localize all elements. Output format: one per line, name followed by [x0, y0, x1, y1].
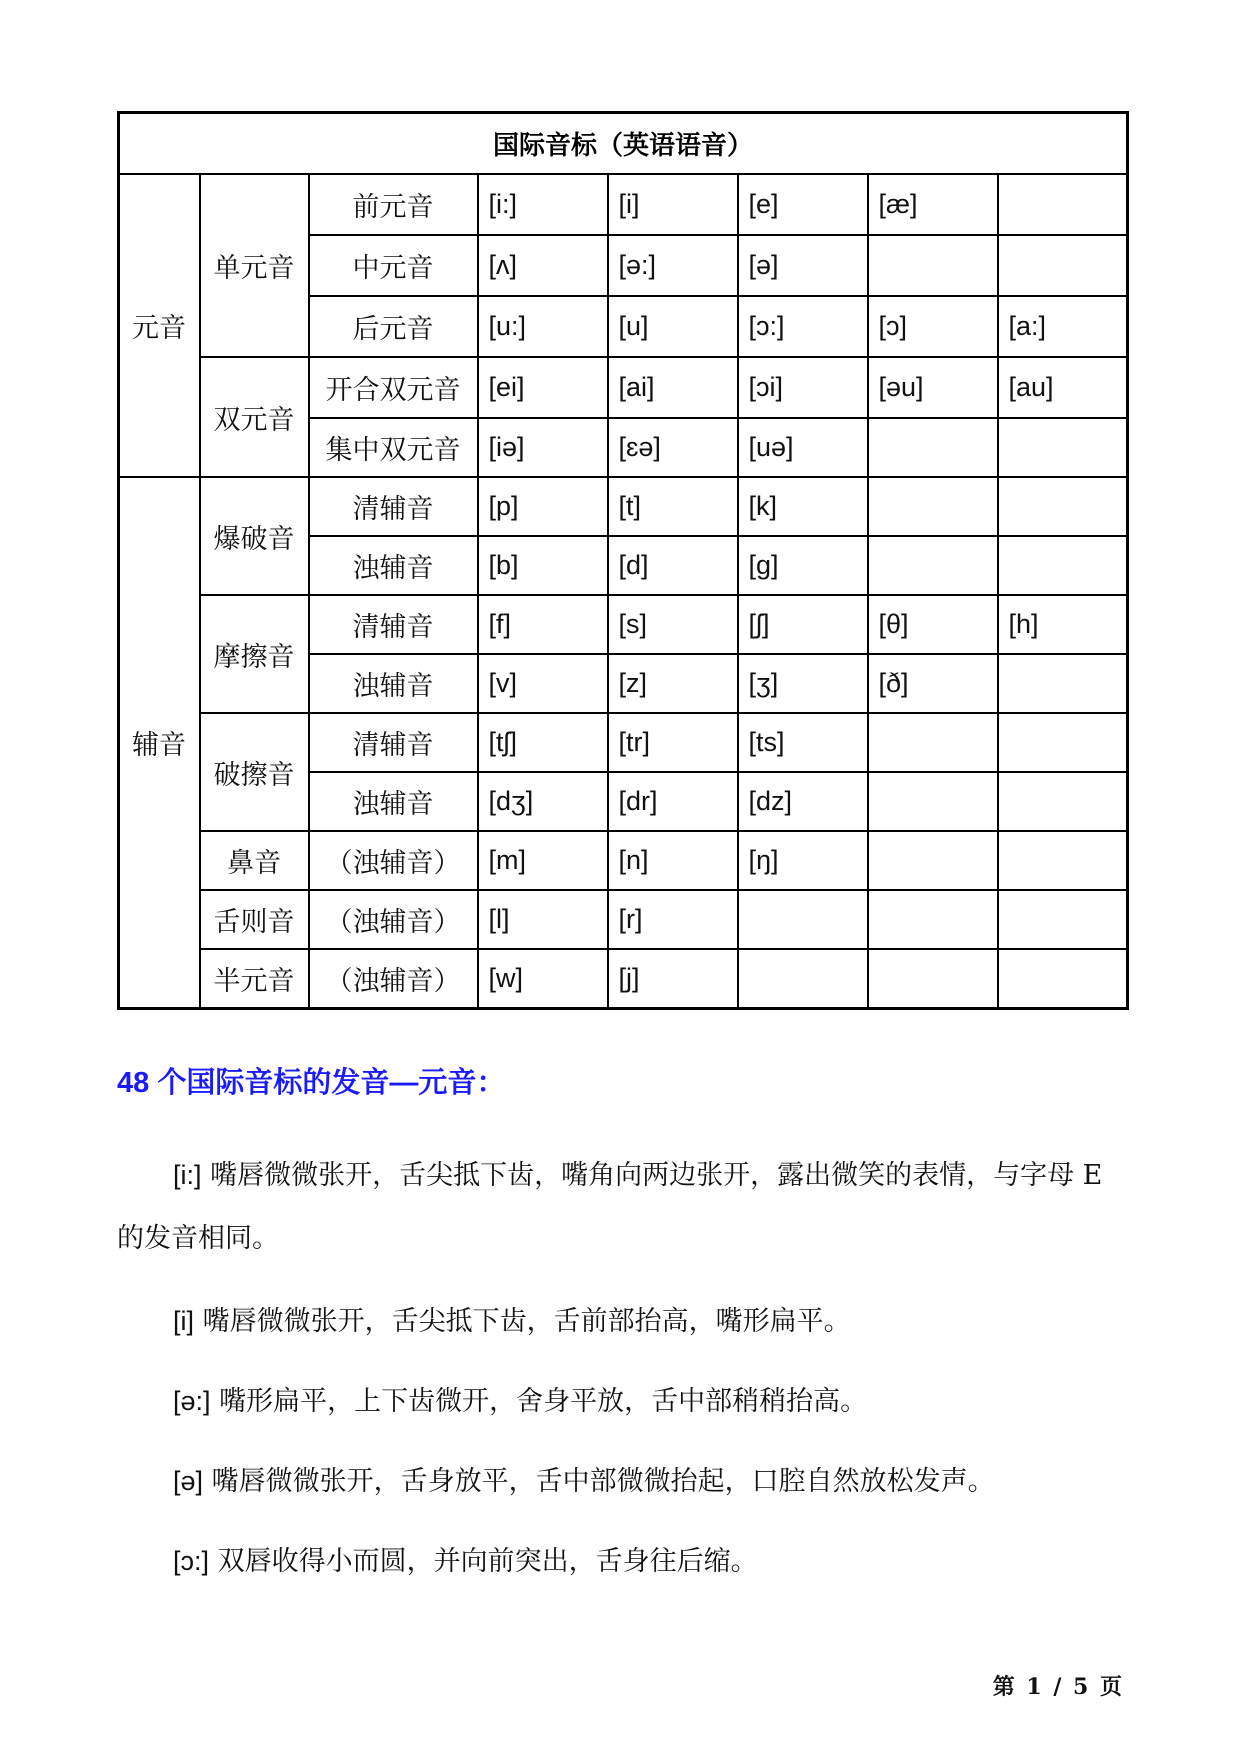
symbol-cell: [ə:] — [608, 235, 738, 296]
symbol-cell — [998, 654, 1128, 713]
paragraph-symbol: [ə] — [173, 1466, 204, 1496]
symbol-cell: [ð] — [868, 654, 998, 713]
type-cell: （浊辅音） — [309, 831, 478, 890]
table-row — [119, 595, 1128, 654]
symbol-cell: [uə] — [738, 418, 868, 477]
paragraph-symbol: [ɔ:] — [173, 1546, 210, 1576]
symbol-cell: [dʒ] — [478, 772, 608, 831]
symbol-cell — [998, 772, 1128, 831]
type-cell: 中元音 — [309, 235, 478, 296]
symbol-cell: [au] — [998, 357, 1128, 418]
symbol-cell — [868, 235, 998, 296]
paragraph-text: 双唇收得小而圆，并向前突出，舌身往后缩。 — [209, 1546, 758, 1577]
symbol-cell: [z] — [608, 654, 738, 713]
section-heading: 48 个国际音标的发音—元音： — [117, 1067, 506, 1099]
table-row — [119, 357, 1128, 418]
paragraph-symbol: [i] — [173, 1306, 195, 1336]
symbol-cell: [w] — [478, 949, 608, 1009]
symbol-cell: [ɔ] — [868, 296, 998, 357]
symbol-cell: [iə] — [478, 418, 608, 477]
symbol-cell — [998, 713, 1128, 772]
subcategory: 半元音 — [200, 949, 309, 1009]
symbol-cell — [868, 713, 998, 772]
type-cell: （浊辅音） — [309, 949, 478, 1009]
symbol-cell: [i:] — [478, 174, 608, 235]
symbol-cell: [ʒ] — [738, 654, 868, 713]
symbol-cell: [v] — [478, 654, 608, 713]
paragraph-text: 嘴唇微微张开，舌身放平，舌中部微微抬起，口腔自然放松发声。 — [203, 1466, 995, 1497]
paragraph — [117, 1144, 1129, 1270]
type-cell: 集中双元音 — [309, 418, 478, 477]
paragraph-text: 嘴形扁平，上下齿微开，舍身平放，舌中部稍稍抬高。 — [210, 1386, 868, 1417]
subcategory: 鼻音 — [200, 831, 309, 890]
symbol-cell — [998, 235, 1128, 296]
table-title: 国际音标（英语语音） — [119, 113, 1128, 175]
page-number: 第 1 / 5 页 — [992, 1674, 1124, 1700]
symbol-cell: [b] — [478, 536, 608, 595]
symbol-cell: [ŋ] — [738, 831, 868, 890]
subcategory: 单元音 — [200, 174, 309, 357]
paragraph-symbol: [ə:] — [173, 1386, 211, 1416]
type-cell: 后元音 — [309, 296, 478, 357]
symbol-cell: [ts] — [738, 713, 868, 772]
symbol-cell: [i] — [608, 174, 738, 235]
symbol-cell: [ai] — [608, 357, 738, 418]
symbol-cell: [u:] — [478, 296, 608, 357]
subcategory: 双元音 — [200, 357, 309, 477]
symbol-cell: [e] — [738, 174, 868, 235]
symbol-cell: [t] — [608, 477, 738, 536]
symbol-cell: [s] — [608, 595, 738, 654]
symbol-cell — [738, 890, 868, 949]
symbol-cell: [əu] — [868, 357, 998, 418]
paragraph-text: 嘴唇微微张开，舌尖抵下齿，嘴角向两边张开，露出微笑的表情，与字母 E 的发音相同。 — [117, 1160, 1103, 1254]
consonant-category: 辅音 — [119, 477, 200, 1009]
symbol-cell: [tʃ] — [478, 713, 608, 772]
symbol-cell: [æ] — [868, 174, 998, 235]
symbol-cell: [h] — [998, 595, 1128, 654]
symbol-cell: [f] — [478, 595, 608, 654]
symbol-cell — [868, 772, 998, 831]
type-cell: 清辅音 — [309, 713, 478, 772]
symbol-cell: [a:] — [998, 296, 1128, 357]
symbol-cell: [ə] — [738, 235, 868, 296]
symbol-cell: [r] — [608, 890, 738, 949]
symbol-cell — [998, 477, 1128, 536]
symbol-cell — [868, 418, 998, 477]
type-cell: 浊辅音 — [309, 654, 478, 713]
symbol-cell: [dz] — [738, 772, 868, 831]
symbol-cell: [p] — [478, 477, 608, 536]
symbol-cell: [n] — [608, 831, 738, 890]
symbol-cell — [868, 890, 998, 949]
symbol-cell: [u] — [608, 296, 738, 357]
paragraph — [117, 1290, 1129, 1353]
symbol-cell: [ʌ] — [478, 235, 608, 296]
table-row — [119, 890, 1128, 949]
symbol-cell: [ɛə] — [608, 418, 738, 477]
symbol-cell: [g] — [738, 536, 868, 595]
symbol-cell — [868, 536, 998, 595]
symbol-cell: [ɔ:] — [738, 296, 868, 357]
subcategory: 摩擦音 — [200, 595, 309, 713]
symbol-cell: [d] — [608, 536, 738, 595]
subcategory: 舌则音 — [200, 890, 309, 949]
symbol-cell — [998, 831, 1128, 890]
subcategory: 爆破音 — [200, 477, 309, 595]
symbol-cell: [j] — [608, 949, 738, 1009]
symbol-cell: [tr] — [608, 713, 738, 772]
symbol-cell — [868, 831, 998, 890]
symbol-cell: [dr] — [608, 772, 738, 831]
symbol-cell: [ɔi] — [738, 357, 868, 418]
symbol-cell — [998, 174, 1128, 235]
table-row — [119, 831, 1128, 890]
subcategory: 破擦音 — [200, 713, 309, 831]
type-cell: 清辅音 — [309, 595, 478, 654]
paragraph — [117, 1450, 1129, 1513]
type-cell: 清辅音 — [309, 477, 478, 536]
type-cell: 浊辅音 — [309, 536, 478, 595]
symbol-cell: [θ] — [868, 595, 998, 654]
symbol-cell — [998, 890, 1128, 949]
symbol-cell — [998, 418, 1128, 477]
symbol-cell — [998, 536, 1128, 595]
symbol-cell: [ʃ] — [738, 595, 868, 654]
paragraph-symbol: [i:] — [173, 1160, 202, 1190]
paragraph — [117, 1530, 1129, 1593]
type-cell: （浊辅音） — [309, 890, 478, 949]
type-cell: 浊辅音 — [309, 772, 478, 831]
symbol-cell — [998, 949, 1128, 1009]
symbol-cell — [868, 477, 998, 536]
symbol-cell: [m] — [478, 831, 608, 890]
ipa-table — [117, 111, 1129, 1010]
symbol-cell: [k] — [738, 477, 868, 536]
vowel-category: 元音 — [119, 174, 200, 477]
symbol-cell — [868, 949, 998, 1009]
paragraph-text: 嘴唇微微张开，舌尖抵下齿，舌前部抬高，嘴形扁平。 — [194, 1306, 851, 1337]
type-cell: 前元音 — [309, 174, 478, 235]
paragraph — [117, 1370, 1129, 1433]
symbol-cell — [738, 949, 868, 1009]
symbol-cell: [ei] — [478, 357, 608, 418]
table-row — [119, 713, 1128, 772]
symbol-cell: [l] — [478, 890, 608, 949]
type-cell: 开合双元音 — [309, 357, 478, 418]
table-row — [119, 949, 1128, 1009]
table-row — [119, 174, 1128, 235]
table-row — [119, 477, 1128, 536]
